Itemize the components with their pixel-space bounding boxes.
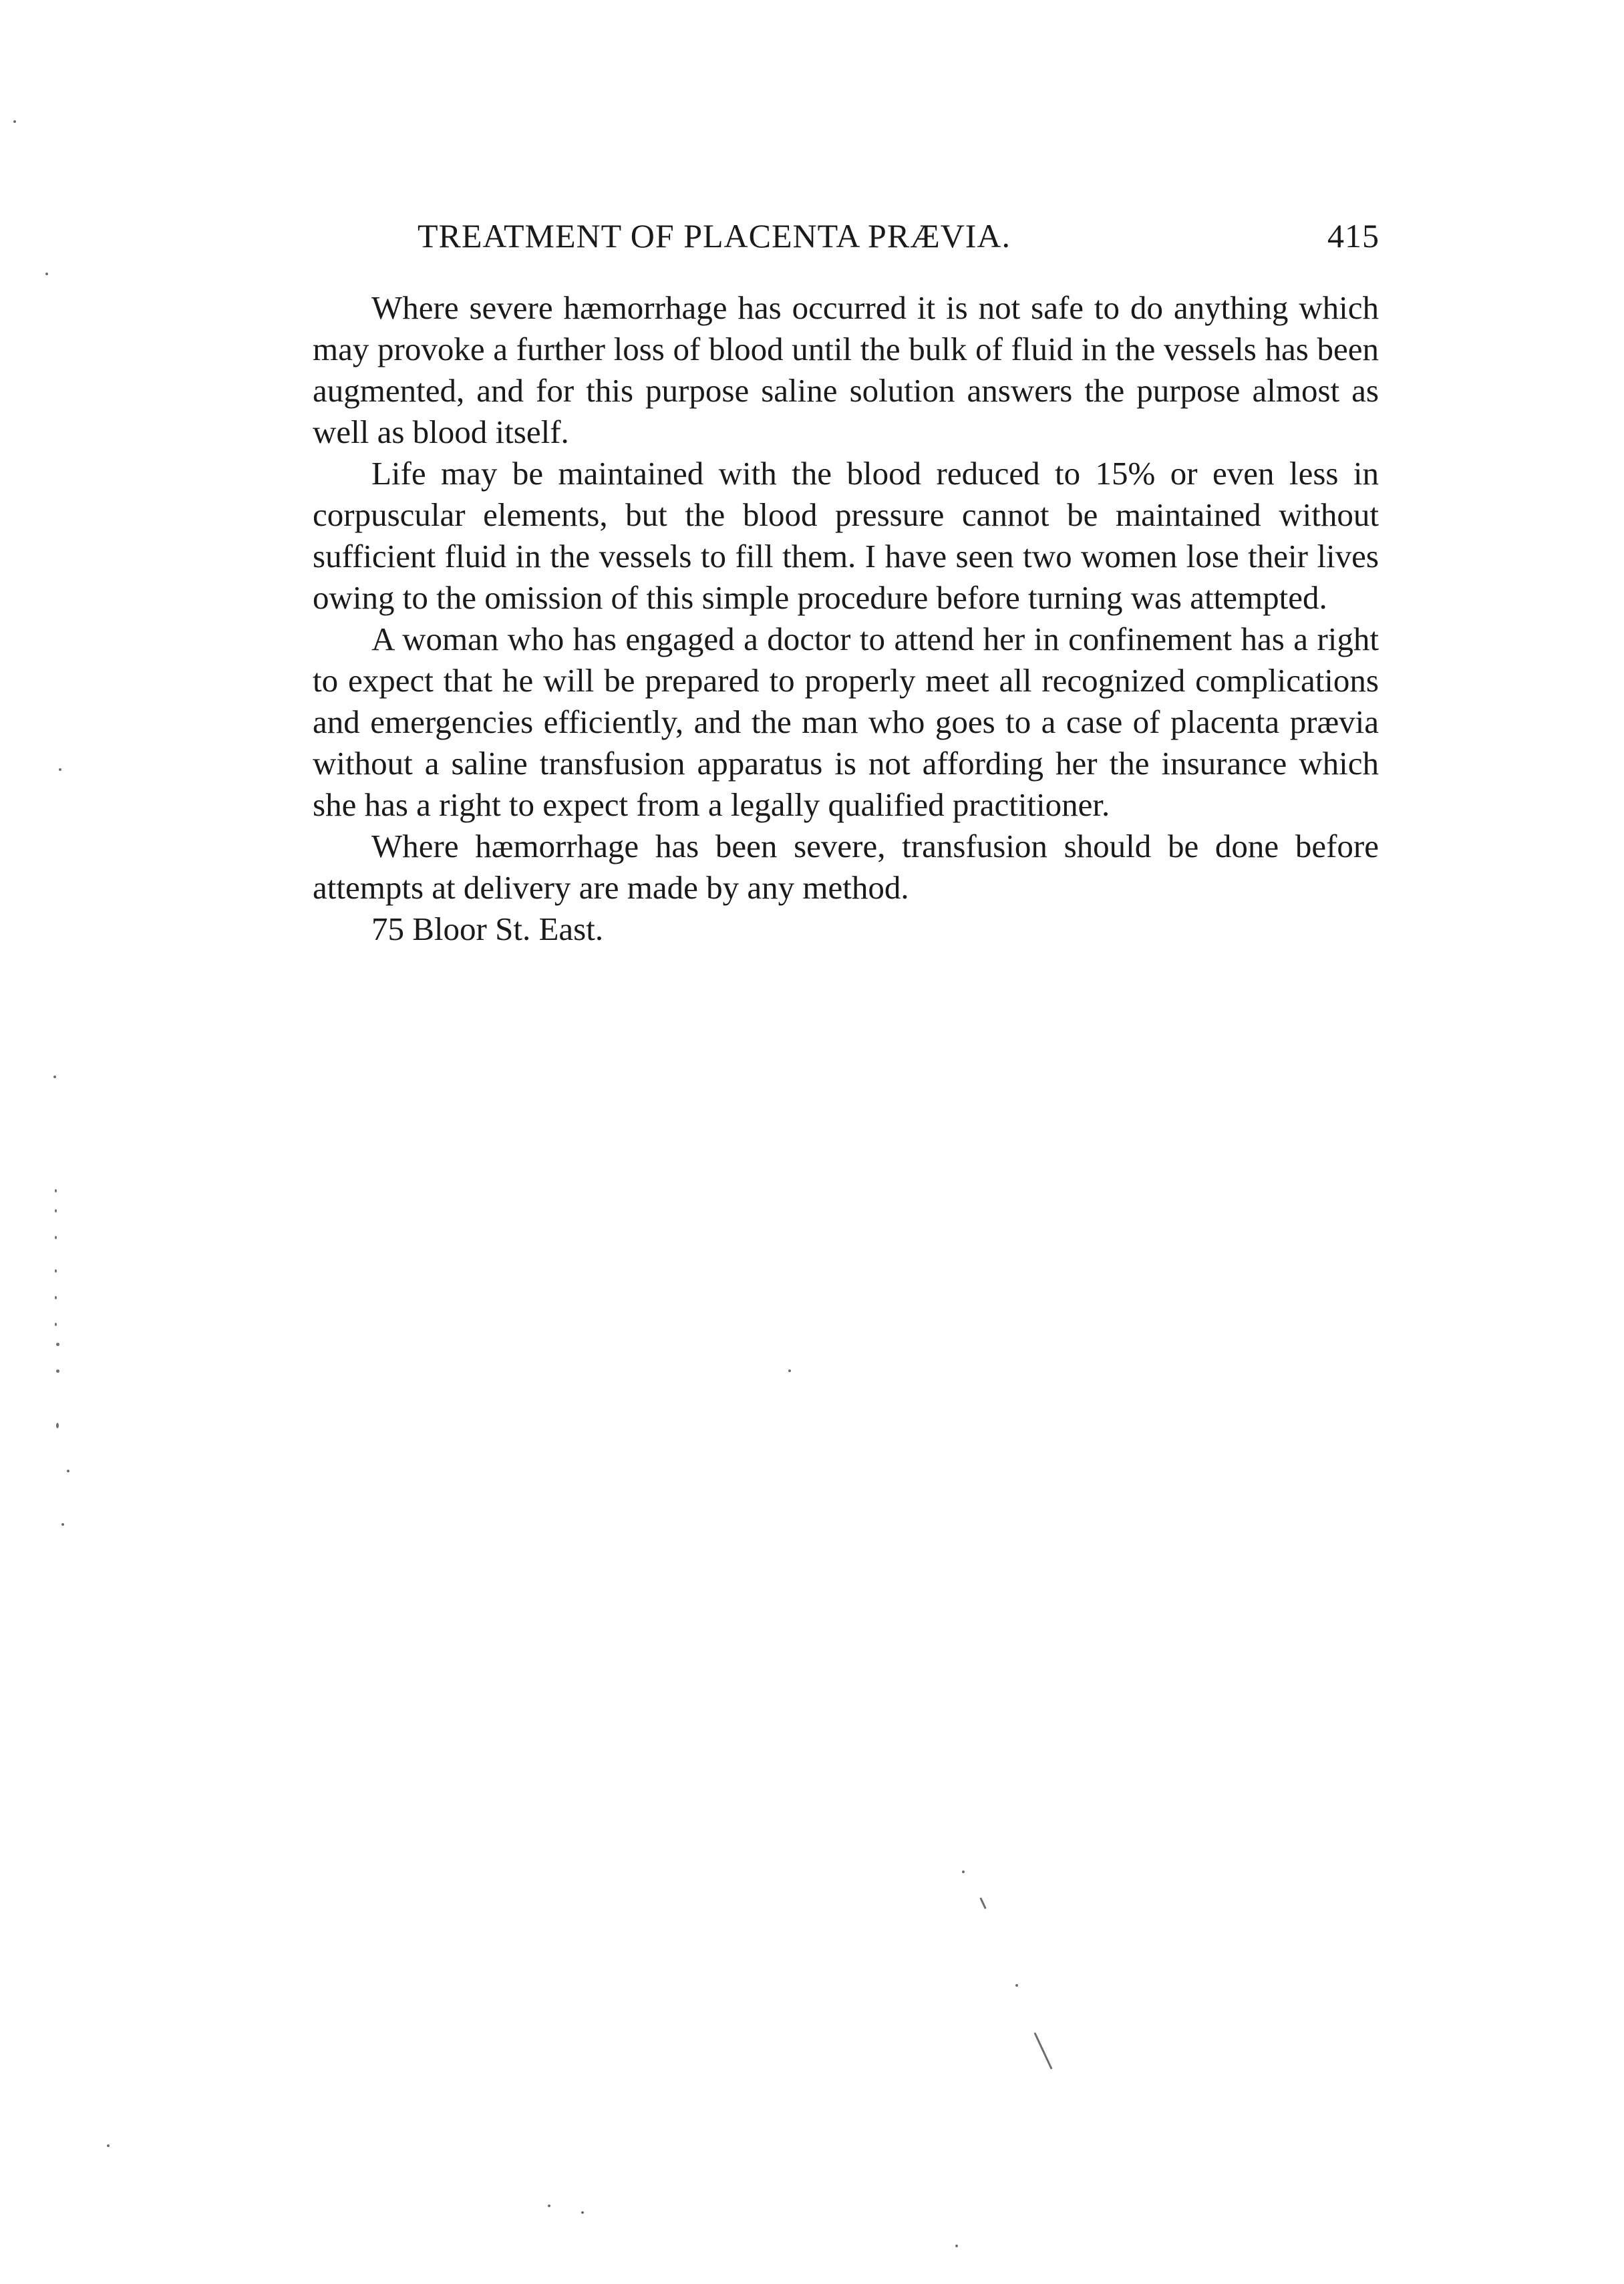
running-title: TREATMENT OF PLACENTA PRÆVIA. xyxy=(418,217,1011,255)
paragraph-2: Life may be maintained with the blood reduced to 15% or even less in corpuscular elements, but the blood pressure cannot be maintained without sufficient fluid in the vessels to fill them. I have seen two women lose their lives owing to the omission of this simple procedure before turning was attempted. xyxy=(313,455,1379,616)
paragraph-1: Where severe hæmorrhage has occurred it is not safe to do anything which may provoke a further loss of blood until the bulk of fluid in the vessels has been augmented, and for this purpose saline solution answers the purpose almost as well as blood itself. xyxy=(313,289,1379,450)
body-text xyxy=(313,287,1379,950)
page-number: 415 xyxy=(1327,217,1379,255)
signature-address: 75 Bloor St. East. xyxy=(371,911,604,947)
running-header xyxy=(418,212,1379,259)
paragraph-4: Where hæmorrhage has been severe, transfusion should be done before attempts at delivery are made by any method. xyxy=(313,828,1379,906)
paragraph-3: A woman who has engaged a doctor to attend her in confinement has a right to expect that he will be prepared to properly meet all recognized complications and emergencies efficiently, and the man who goes to a case of placenta prævia without a saline transfusion apparatus is not affording her the insurance which she has a right to expect from a legally qualified practitioner. xyxy=(313,621,1379,823)
